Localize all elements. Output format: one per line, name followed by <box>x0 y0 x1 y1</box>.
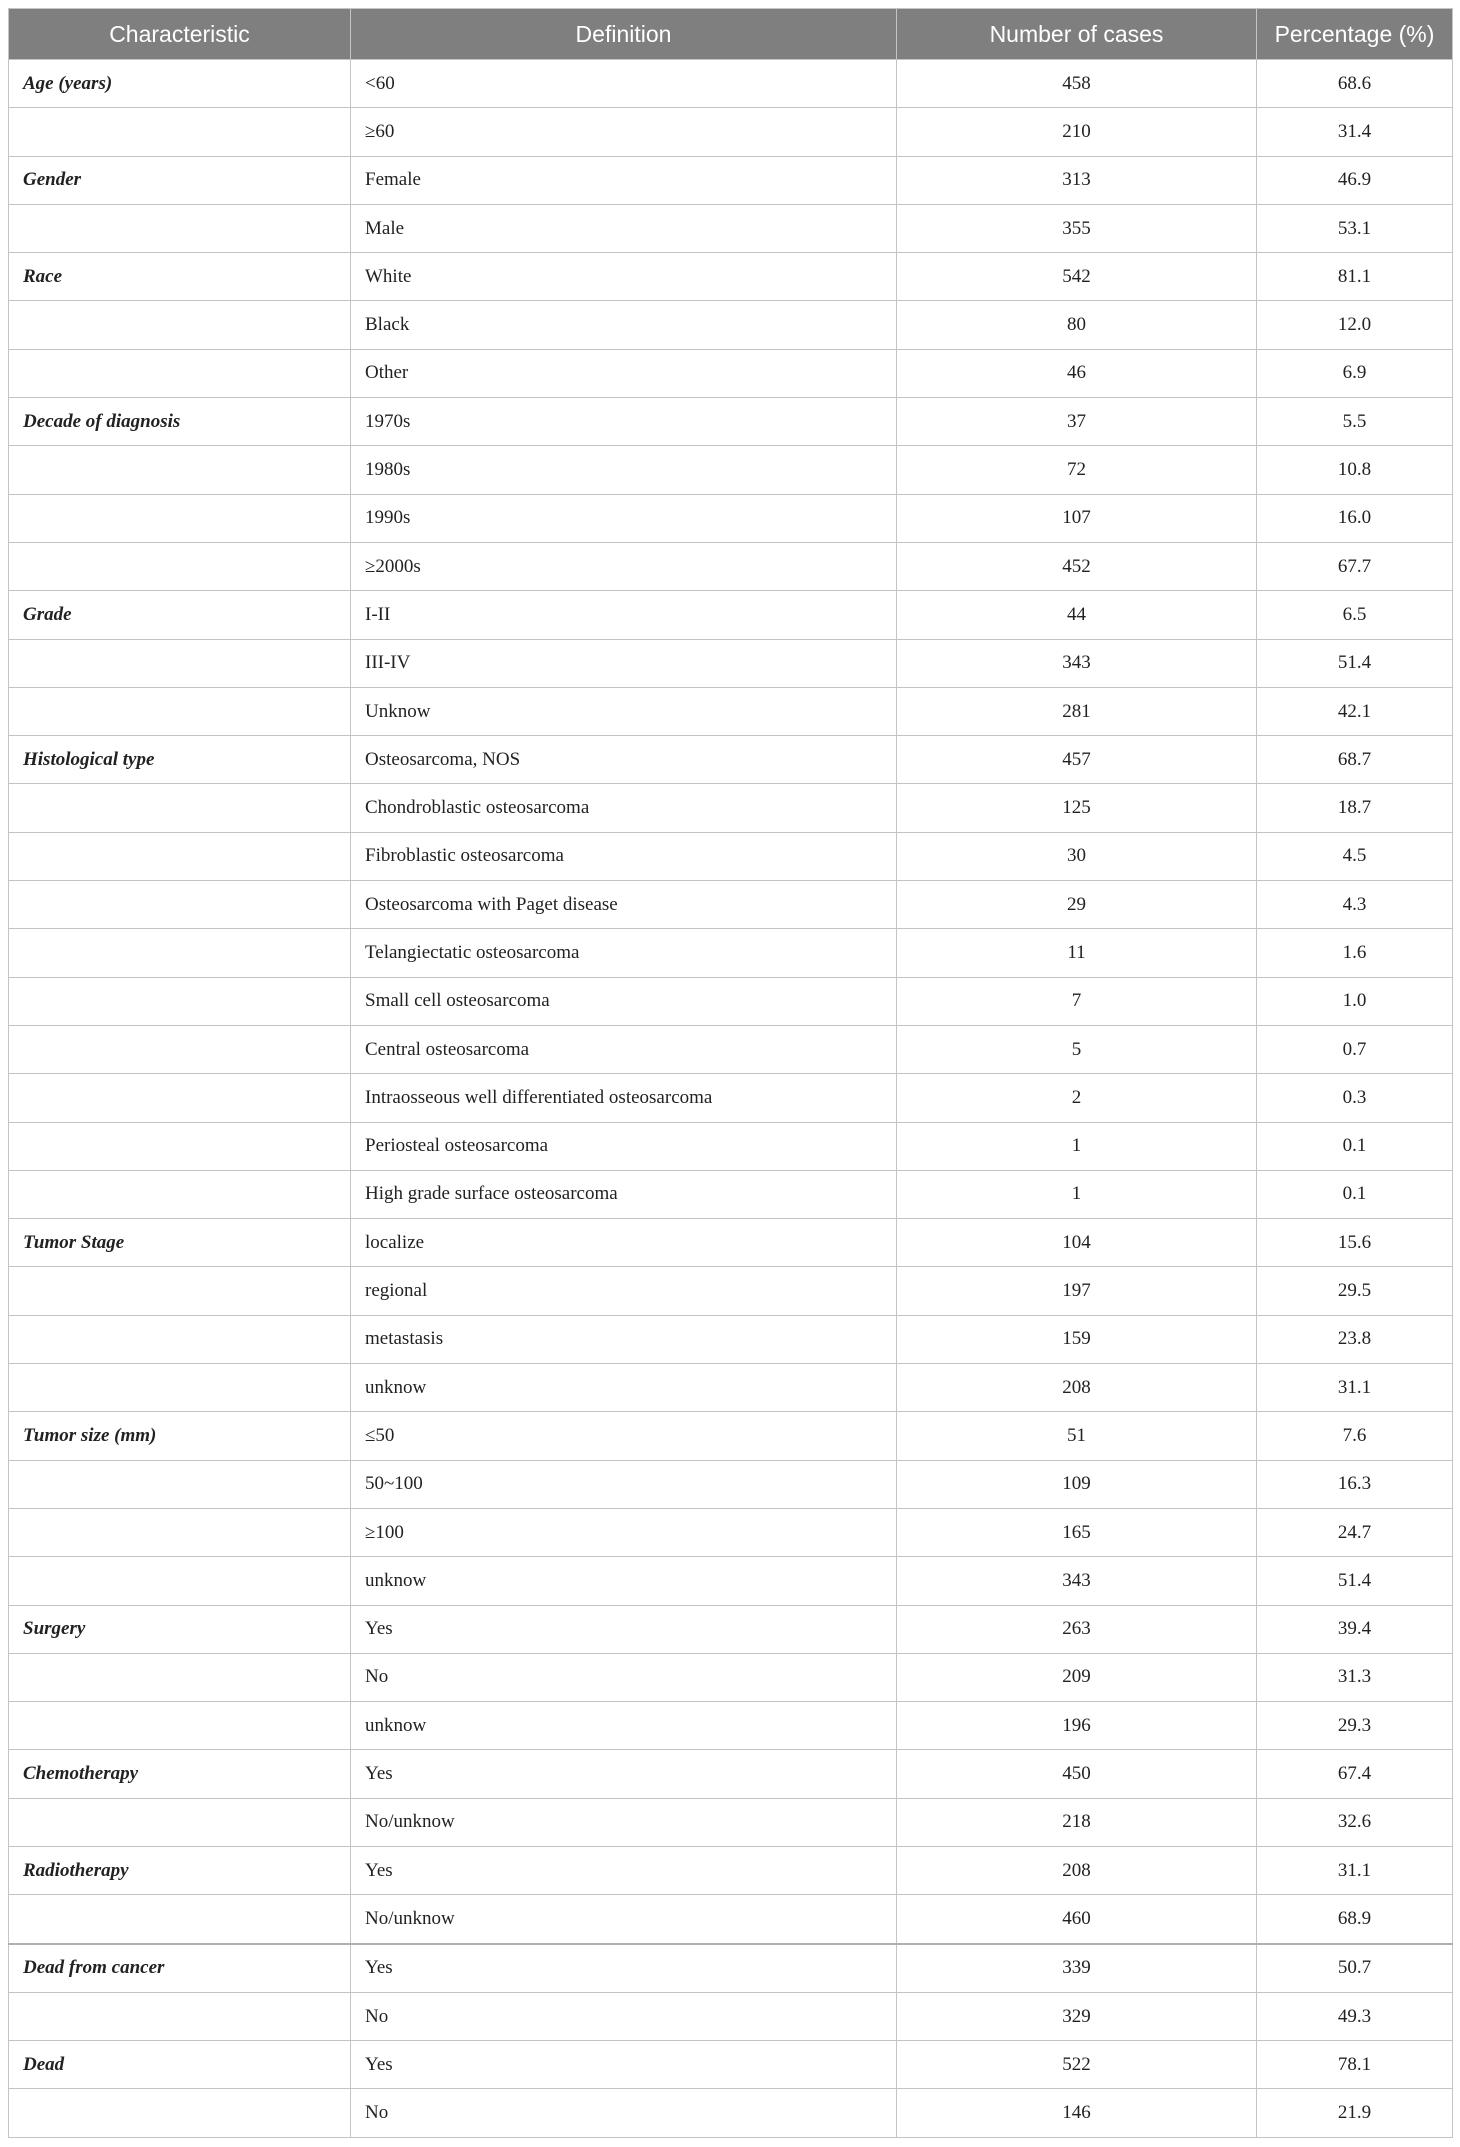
characteristic-cell: Chemotherapy <box>9 1750 351 1798</box>
cases-cell: 355 <box>897 204 1257 252</box>
percentage-cell: 31.1 <box>1257 1364 1453 1412</box>
table-row <box>9 639 1453 687</box>
definition-cell: III-IV <box>351 639 897 687</box>
percentage-cell: 39.4 <box>1257 1605 1453 1653</box>
table-row <box>9 542 1453 590</box>
cases-cell: 44 <box>897 591 1257 639</box>
characteristic-cell <box>9 1074 351 1122</box>
table-row <box>9 253 1453 301</box>
characteristic-cell <box>9 1653 351 1701</box>
characteristic-cell <box>9 1122 351 1170</box>
percentage-cell: 31.3 <box>1257 1653 1453 1701</box>
cases-cell: 5 <box>897 1025 1257 1073</box>
cases-cell: 165 <box>897 1508 1257 1556</box>
percentage-cell: 78.1 <box>1257 2041 1453 2089</box>
percentage-cell: 0.1 <box>1257 1170 1453 1218</box>
table-row <box>9 1412 1453 1460</box>
characteristic-cell <box>9 1798 351 1846</box>
table-row <box>9 1944 1453 1993</box>
definition-cell: Osteosarcoma, NOS <box>351 736 897 784</box>
definition-cell: Osteosarcoma with Paget disease <box>351 881 897 929</box>
characteristic-cell: Dead from cancer <box>9 1944 351 1993</box>
definition-cell: White <box>351 253 897 301</box>
cases-cell: 104 <box>897 1219 1257 1267</box>
definition-cell: Unknow <box>351 687 897 735</box>
definition-cell: ≥2000s <box>351 542 897 590</box>
percentage-cell: 53.1 <box>1257 204 1453 252</box>
percentage-cell: 68.7 <box>1257 736 1453 784</box>
header-definition: Definition <box>351 9 897 60</box>
characteristic-cell <box>9 929 351 977</box>
characteristic-cell <box>9 1364 351 1412</box>
cases-cell: 313 <box>897 156 1257 204</box>
table-row <box>9 1605 1453 1653</box>
table-row <box>9 1702 1453 1750</box>
table-row <box>9 1315 1453 1363</box>
table-row <box>9 398 1453 446</box>
percentage-cell: 15.6 <box>1257 1219 1453 1267</box>
definition-cell: ≥100 <box>351 1508 897 1556</box>
definition-cell: Yes <box>351 1750 897 1798</box>
percentage-cell: 32.6 <box>1257 1798 1453 1846</box>
characteristic-cell: Histological type <box>9 736 351 784</box>
definition-cell: Small cell osteosarcoma <box>351 977 897 1025</box>
characteristic-cell <box>9 1702 351 1750</box>
cases-cell: 343 <box>897 639 1257 687</box>
characteristic-cell <box>9 784 351 832</box>
characteristics-table <box>8 8 1453 2138</box>
characteristic-cell: Surgery <box>9 1605 351 1653</box>
characteristic-cell <box>9 494 351 542</box>
header-percentage: Percentage (%) <box>1257 9 1453 60</box>
definition-cell: No <box>351 2089 897 2137</box>
cases-cell: 30 <box>897 832 1257 880</box>
percentage-cell: 1.6 <box>1257 929 1453 977</box>
cases-cell: 7 <box>897 977 1257 1025</box>
percentage-cell: 29.5 <box>1257 1267 1453 1315</box>
characteristic-cell <box>9 1992 351 2040</box>
cases-cell: 159 <box>897 1315 1257 1363</box>
cases-cell: 2 <box>897 1074 1257 1122</box>
characteristic-cell <box>9 1895 351 1944</box>
table-row <box>9 1025 1453 1073</box>
definition-cell: 1980s <box>351 446 897 494</box>
definition-cell: ≥60 <box>351 108 897 156</box>
percentage-cell: 46.9 <box>1257 156 1453 204</box>
characteristics-table-container <box>8 8 1452 2138</box>
header-characteristic: Characteristic <box>9 9 351 60</box>
definition-cell: 1970s <box>351 398 897 446</box>
table-row <box>9 1992 1453 2040</box>
characteristic-cell: Radiotherapy <box>9 1846 351 1894</box>
percentage-cell: 7.6 <box>1257 1412 1453 1460</box>
definition-cell: Other <box>351 349 897 397</box>
characteristic-cell: Tumor Stage <box>9 1219 351 1267</box>
definition-cell: No/unknow <box>351 1895 897 1944</box>
percentage-cell: 24.7 <box>1257 1508 1453 1556</box>
table-row <box>9 929 1453 977</box>
characteristic-cell <box>9 687 351 735</box>
definition-cell: metastasis <box>351 1315 897 1363</box>
definition-cell: localize <box>351 1219 897 1267</box>
definition-cell: 50~100 <box>351 1460 897 1508</box>
characteristic-cell <box>9 1025 351 1073</box>
table-row <box>9 60 1453 108</box>
cases-cell: 11 <box>897 929 1257 977</box>
table-row <box>9 1122 1453 1170</box>
percentage-cell: 0.7 <box>1257 1025 1453 1073</box>
characteristic-cell: Age (years) <box>9 60 351 108</box>
table-row <box>9 881 1453 929</box>
cases-cell: 196 <box>897 1702 1257 1750</box>
characteristic-cell: Tumor size (mm) <box>9 1412 351 1460</box>
definition-cell: 1990s <box>351 494 897 542</box>
cases-cell: 458 <box>897 60 1257 108</box>
characteristic-cell <box>9 881 351 929</box>
cases-cell: 72 <box>897 446 1257 494</box>
cases-cell: 197 <box>897 1267 1257 1315</box>
cases-cell: 37 <box>897 398 1257 446</box>
definition-cell: unknow <box>351 1702 897 1750</box>
characteristic-cell <box>9 832 351 880</box>
cases-cell: 46 <box>897 349 1257 397</box>
characteristic-cell <box>9 639 351 687</box>
percentage-cell: 1.0 <box>1257 977 1453 1025</box>
definition-cell: Periosteal osteosarcoma <box>351 1122 897 1170</box>
cases-cell: 208 <box>897 1846 1257 1894</box>
percentage-cell: 16.3 <box>1257 1460 1453 1508</box>
cases-cell: 125 <box>897 784 1257 832</box>
percentage-cell: 50.7 <box>1257 1944 1453 1993</box>
cases-cell: 281 <box>897 687 1257 735</box>
cases-cell: 542 <box>897 253 1257 301</box>
table-row <box>9 1364 1453 1412</box>
definition-cell: I-II <box>351 591 897 639</box>
percentage-cell: 81.1 <box>1257 253 1453 301</box>
characteristic-cell <box>9 977 351 1025</box>
characteristic-cell: Decade of diagnosis <box>9 398 351 446</box>
table-row <box>9 1798 1453 1846</box>
cases-cell: 263 <box>897 1605 1257 1653</box>
definition-cell: Chondroblastic osteosarcoma <box>351 784 897 832</box>
table-row <box>9 687 1453 735</box>
percentage-cell: 12.0 <box>1257 301 1453 349</box>
percentage-cell: 51.4 <box>1257 1557 1453 1605</box>
definition-cell: unknow <box>351 1557 897 1605</box>
definition-cell: Female <box>351 156 897 204</box>
definition-cell: regional <box>351 1267 897 1315</box>
cases-cell: 80 <box>897 301 1257 349</box>
characteristic-cell <box>9 1267 351 1315</box>
cases-cell: 107 <box>897 494 1257 542</box>
table-row <box>9 156 1453 204</box>
characteristic-cell: Race <box>9 253 351 301</box>
percentage-cell: 6.5 <box>1257 591 1453 639</box>
definition-cell: No/unknow <box>351 1798 897 1846</box>
definition-cell: ≤50 <box>351 1412 897 1460</box>
definition-cell: Yes <box>351 1605 897 1653</box>
characteristic-cell <box>9 1557 351 1605</box>
definition-cell: Intraosseous well differentiated osteosarcoma <box>351 1074 897 1122</box>
percentage-cell: 51.4 <box>1257 639 1453 687</box>
cases-cell: 329 <box>897 1992 1257 2040</box>
table-row <box>9 977 1453 1025</box>
percentage-cell: 21.9 <box>1257 2089 1453 2137</box>
percentage-cell: 49.3 <box>1257 1992 1453 2040</box>
table-row <box>9 2041 1453 2089</box>
table-row <box>9 1460 1453 1508</box>
cases-cell: 29 <box>897 881 1257 929</box>
table-row <box>9 1846 1453 1894</box>
definition-cell: Yes <box>351 2041 897 2089</box>
definition-cell: Fibroblastic osteosarcoma <box>351 832 897 880</box>
percentage-cell: 4.3 <box>1257 881 1453 929</box>
percentage-cell: 18.7 <box>1257 784 1453 832</box>
cases-cell: 460 <box>897 1895 1257 1944</box>
percentage-cell: 10.8 <box>1257 446 1453 494</box>
table-row <box>9 2089 1453 2137</box>
characteristic-cell <box>9 1508 351 1556</box>
characteristic-cell <box>9 542 351 590</box>
cases-cell: 522 <box>897 2041 1257 2089</box>
characteristic-cell <box>9 108 351 156</box>
percentage-cell: 4.5 <box>1257 832 1453 880</box>
definition-cell: Telangiectatic osteosarcoma <box>351 929 897 977</box>
characteristic-cell: Grade <box>9 591 351 639</box>
cases-cell: 146 <box>897 2089 1257 2137</box>
characteristic-cell <box>9 204 351 252</box>
table-row <box>9 1267 1453 1315</box>
table-row <box>9 446 1453 494</box>
cases-cell: 343 <box>897 1557 1257 1605</box>
table-row <box>9 494 1453 542</box>
percentage-cell: 5.5 <box>1257 398 1453 446</box>
table-row <box>9 301 1453 349</box>
cases-cell: 339 <box>897 1944 1257 1993</box>
definition-cell: <60 <box>351 60 897 108</box>
cases-cell: 210 <box>897 108 1257 156</box>
percentage-cell: 16.0 <box>1257 494 1453 542</box>
characteristic-cell <box>9 349 351 397</box>
table-row <box>9 1557 1453 1605</box>
definition-cell: unknow <box>351 1364 897 1412</box>
table-row <box>9 736 1453 784</box>
definition-cell: No <box>351 1653 897 1701</box>
percentage-cell: 42.1 <box>1257 687 1453 735</box>
header-number-of-cases: Number of cases <box>897 9 1257 60</box>
percentage-cell: 67.4 <box>1257 1750 1453 1798</box>
table-row <box>9 1170 1453 1218</box>
table-row <box>9 1074 1453 1122</box>
table-row <box>9 204 1453 252</box>
characteristic-cell <box>9 1460 351 1508</box>
characteristic-cell: Gender <box>9 156 351 204</box>
percentage-cell: 31.1 <box>1257 1846 1453 1894</box>
characteristic-cell: Dead <box>9 2041 351 2089</box>
cases-cell: 218 <box>897 1798 1257 1846</box>
cases-cell: 51 <box>897 1412 1257 1460</box>
table-row <box>9 784 1453 832</box>
percentage-cell: 68.6 <box>1257 60 1453 108</box>
cases-cell: 209 <box>897 1653 1257 1701</box>
percentage-cell: 31.4 <box>1257 108 1453 156</box>
characteristic-cell <box>9 2089 351 2137</box>
table-header-row <box>9 9 1453 60</box>
cases-cell: 450 <box>897 1750 1257 1798</box>
cases-cell: 208 <box>897 1364 1257 1412</box>
percentage-cell: 29.3 <box>1257 1702 1453 1750</box>
cases-cell: 457 <box>897 736 1257 784</box>
characteristic-cell <box>9 1315 351 1363</box>
table-body <box>9 60 1453 2138</box>
characteristic-cell <box>9 301 351 349</box>
definition-cell: Central osteosarcoma <box>351 1025 897 1073</box>
table-row <box>9 1895 1453 1944</box>
table-row <box>9 108 1453 156</box>
definition-cell: Black <box>351 301 897 349</box>
percentage-cell: 0.3 <box>1257 1074 1453 1122</box>
table-row <box>9 591 1453 639</box>
table-row <box>9 1219 1453 1267</box>
cases-cell: 452 <box>897 542 1257 590</box>
table-row <box>9 832 1453 880</box>
characteristic-cell <box>9 446 351 494</box>
definition-cell: No <box>351 1992 897 2040</box>
percentage-cell: 6.9 <box>1257 349 1453 397</box>
percentage-cell: 23.8 <box>1257 1315 1453 1363</box>
percentage-cell: 67.7 <box>1257 542 1453 590</box>
cases-cell: 1 <box>897 1122 1257 1170</box>
percentage-cell: 0.1 <box>1257 1122 1453 1170</box>
definition-cell: Yes <box>351 1944 897 1993</box>
table-row <box>9 349 1453 397</box>
definition-cell: Male <box>351 204 897 252</box>
table-row <box>9 1508 1453 1556</box>
characteristic-cell <box>9 1170 351 1218</box>
table-row <box>9 1750 1453 1798</box>
definition-cell: Yes <box>351 1846 897 1894</box>
table-row <box>9 1653 1453 1701</box>
percentage-cell: 68.9 <box>1257 1895 1453 1944</box>
cases-cell: 109 <box>897 1460 1257 1508</box>
definition-cell: High grade surface osteosarcoma <box>351 1170 897 1218</box>
cases-cell: 1 <box>897 1170 1257 1218</box>
